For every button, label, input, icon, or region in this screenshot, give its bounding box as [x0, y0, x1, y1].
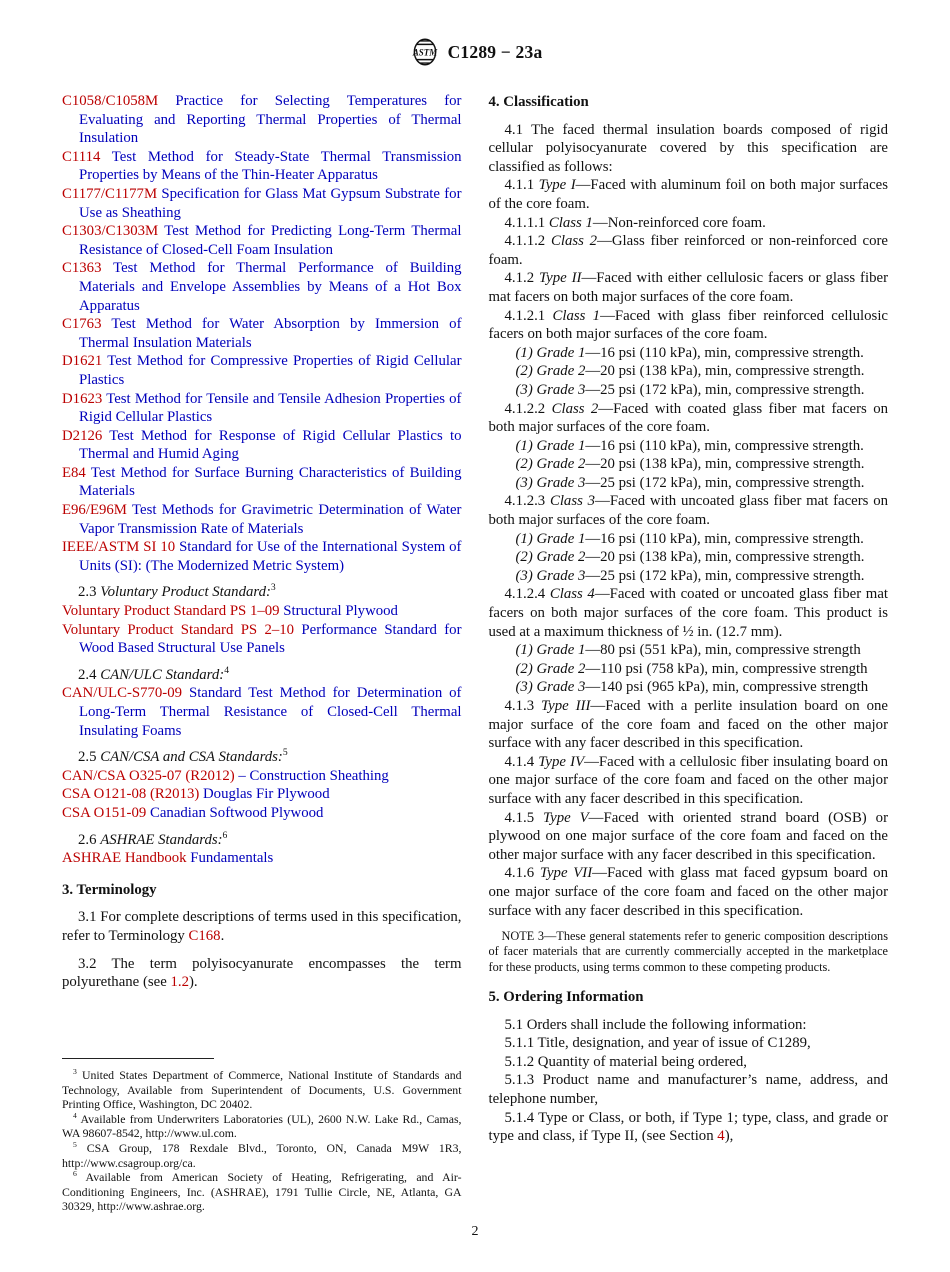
text-segment: 4.1.2.2 — [504, 400, 552, 417]
reference-link[interactable]: Performance Standard for Wood Based Structural Use Panels — [79, 621, 462, 657]
text-segment: —20 psi (138 kPa), min, compressive strength. — [585, 363, 865, 380]
grade-item — [489, 362, 889, 381]
text-segment: CAN/ULC Standard: — [100, 666, 225, 683]
text-segment: Type I — [538, 177, 576, 194]
footnote — [62, 1141, 462, 1170]
reference-link[interactable]: Voluntary Product Standard PS 1–09 — [62, 603, 284, 620]
text-segment: Type VII — [539, 865, 593, 882]
text-segment: Class 1 — [552, 307, 601, 324]
paragraph — [489, 585, 889, 641]
text-segment: (1) Grade 1 — [515, 642, 586, 659]
reference-link[interactable]: Voluntary Product Standard PS 2–10 — [62, 621, 302, 638]
text-segment: 5.1.2 Quantity of material being ordered, — [504, 1053, 747, 1070]
text-segment: —25 psi (172 kPa), min, compressive strength. — [585, 474, 865, 491]
text-segment: 4.1.4 — [504, 753, 539, 770]
text-segment: 2.6 — [78, 831, 101, 848]
subsection-label — [62, 748, 462, 767]
text-segment: —Faced with either cellulosic facers or glass fiber mat facers on both major surfaces of the core foam. — [488, 270, 888, 305]
reference-item — [62, 427, 462, 464]
reference-link[interactable]: D1621 — [62, 353, 108, 370]
text-segment: 4.1.2.1 — [504, 307, 553, 324]
reference-item — [62, 684, 462, 740]
text-segment: 2.5 — [78, 749, 101, 766]
grade-item — [489, 437, 889, 456]
paragraph — [489, 121, 889, 177]
reference-link[interactable]: C1058/C1058M — [62, 93, 176, 109]
reference-link[interactable]: CAN/CSA O325-07 (R2012) — [62, 767, 239, 784]
footnote — [62, 1170, 462, 1214]
reference-link[interactable]: D2126 — [62, 427, 110, 444]
paragraph — [489, 864, 889, 920]
text-segment: —Faced with a cellulosic fiber insulating board on one major surface of the core foam and faced on the other major surface with any facer described in this specification. — [488, 753, 888, 807]
text-segment: —Faced with coated or uncoated glass fiber mat facers on both major surfaces of the core foam. This product is used at a maximum thickness of ½ in. (12.7 mm). — [488, 586, 888, 640]
reference-link[interactable]: ASHRAE Handbook — [62, 850, 191, 867]
reference-link[interactable]: Canadian Softwood Plywood — [149, 804, 324, 821]
text-segment: —20 psi (138 kPa), min, compressive strength. — [585, 456, 865, 473]
reference-link[interactable]: Test Method for Response of Rigid Cellular Plastics to Thermal and Humid Aging — [79, 427, 462, 463]
footnote-list — [62, 1068, 462, 1214]
text-segment: Class 4 — [549, 586, 595, 603]
text-segment: —Faced with coated glass fiber mat facers on both major surfaces of the core foam. — [488, 400, 888, 436]
text-segment: 3.2 The term polyisocyanurate encompasses the term polyurethane (see — [62, 955, 462, 991]
text-segment: (2) Grade 2 — [515, 549, 586, 566]
text-segment: ), — [724, 1128, 734, 1145]
text-segment: —80 psi (551 kPa), min, compressive strength — [585, 642, 861, 659]
right-column — [489, 92, 889, 1214]
text-segment: —140 psi (965 kPa), min, compressive strength — [585, 679, 869, 696]
text-segment: —25 psi (172 kPa), min, compressive strength. — [585, 567, 865, 584]
section-heading — [489, 93, 889, 112]
text-segment: —16 psi (110 kPa), min, compressive strength. — [585, 344, 864, 361]
reference-item — [62, 259, 462, 315]
grade-item — [489, 641, 889, 660]
reference-link[interactable]: Test Method for Steady-State Thermal Transmission Properties by Means of the Thin-Heater Apparatus — [79, 148, 462, 184]
reference-link[interactable]: Specification for Glass Mat Gypsum Substrate for Use as Sheathing — [79, 185, 462, 221]
reference-link[interactable]: Douglas Fir Plywood — [203, 786, 330, 803]
reference-link[interactable]: – Construction Sheathing — [238, 767, 389, 784]
reference-item — [62, 390, 462, 427]
text-segment: —16 psi (110 kPa), min, compressive strength. — [585, 437, 864, 454]
paragraph — [489, 400, 889, 437]
text-segment: —Faced with glass mat faced gypsum board on one major surface of the core foam and faced on the other major surface with any facer described in this specification. — [488, 865, 888, 919]
reference-link[interactable]: Standard for Use of the International System of Units (SI): (The Modernized Metric System) — [79, 539, 462, 574]
text-segment: Class 2 — [551, 400, 599, 417]
left-column-content — [62, 92, 462, 992]
reference-link[interactable]: Standard Test Method for Determination of Long-Term Thermal Resistance of Closed-Cell Thermal Insulating Foams — [79, 685, 462, 739]
paragraph — [62, 908, 462, 945]
reference-item — [62, 621, 462, 658]
grade-item — [489, 474, 889, 493]
page-number: 2 — [471, 1224, 479, 1239]
footnotes-section — [62, 1058, 462, 1214]
footnote-divider — [62, 1058, 214, 1059]
text-segment: Type IV — [538, 753, 585, 770]
paragraph — [489, 307, 889, 344]
left-column — [62, 92, 462, 1214]
grade-item — [489, 548, 889, 567]
text-segment: 4.1.2.3 — [504, 493, 550, 510]
grade-item — [489, 567, 889, 586]
reference-link[interactable]: Fundamentals — [190, 850, 274, 867]
footnote — [62, 1068, 462, 1112]
reference-link[interactable]: Practice for Selecting Temperatures for Evaluating and Reporting Thermal Properties of Thermal Insulation — [79, 93, 462, 147]
text-segment: Voluntary Product Standard: — [100, 584, 271, 601]
text-segment: 4.1.5 — [504, 809, 544, 826]
reference-item — [62, 148, 462, 185]
reference-link[interactable]: C1303/C1303M — [62, 223, 165, 240]
reference-item — [62, 464, 462, 501]
paragraph — [489, 1071, 889, 1108]
text-segment: —Faced with a perlite insulation board on one major surface of the core foam and faced on the other major surface with any facer described in this specification. — [488, 698, 888, 752]
text-segment: Available from Underwriters Laboratories (UL), 2600 N.W. Lake Rd., Camas, WA 98607-8542, http://www.ul.com. — [62, 1111, 462, 1141]
paragraph — [489, 697, 889, 753]
text-segment: CAN/CSA and CSA Standards: — [100, 749, 283, 766]
text-segment: 4.1.6 — [504, 865, 540, 882]
footnote — [62, 1112, 462, 1141]
text-segment: 4.1.1 — [504, 177, 539, 194]
text-segment: NOTE 3—These general statements refer to generic composition descriptions of facer materials that are currently commercially accepted in the marketplace for these products, using terms common to these competing products. — [488, 929, 888, 974]
paragraph — [489, 1109, 889, 1146]
text-segment: —20 psi (138 kPa), min, compressive strength. — [585, 549, 865, 566]
paragraph — [489, 809, 889, 865]
reference-item — [62, 352, 462, 389]
page-footer — [0, 1224, 950, 1240]
text-segment: 4.1.2 — [504, 270, 540, 287]
grade-item — [489, 344, 889, 363]
text-segment: (1) Grade 1 — [515, 437, 586, 454]
reference-link[interactable]: E96/E96M — [62, 502, 133, 519]
reference-link[interactable]: Test Method for Water Absorption by Immersion of Thermal Insulation Materials — [79, 316, 462, 351]
paragraph — [489, 1016, 889, 1035]
text-segment: ). — [188, 974, 198, 991]
text-segment: Type II — [539, 270, 582, 287]
grade-item — [489, 530, 889, 549]
text-segment: 2.3 — [78, 584, 101, 601]
subsection-label — [62, 831, 462, 850]
reference-link[interactable]: C1763 — [62, 316, 112, 333]
subsection-label — [62, 666, 462, 685]
reference-link[interactable]: C1177/C1177M — [62, 185, 162, 202]
text-segment: (3) Grade 3 — [515, 567, 586, 584]
text-segment: —Faced with aluminum foil on both major surfaces of the core foam. — [488, 177, 888, 212]
reference-item — [62, 315, 462, 352]
text-segment: . — [220, 927, 225, 944]
paragraph — [489, 1053, 889, 1072]
section-heading — [62, 881, 462, 900]
text-segment: 3 — [73, 1067, 77, 1077]
grade-item — [489, 455, 889, 474]
text-segment: (1) Grade 1 — [515, 530, 586, 547]
paragraph — [489, 492, 889, 529]
paragraph — [489, 1034, 889, 1053]
text-segment: 5. Ordering Information — [488, 989, 644, 1006]
text-segment: Class 3 — [549, 493, 596, 510]
text-segment: 2.4 — [78, 666, 101, 683]
paragraph — [489, 214, 889, 233]
text-segment: (2) Grade 2 — [515, 660, 586, 677]
reference-item — [62, 92, 462, 148]
reference-link[interactable]: Test Method for Predicting Long-Term Thermal Resistance of Closed-Cell Foam Insulation — [79, 223, 462, 258]
text-segment: 3 — [270, 582, 276, 594]
text-segment: 5.1.1 Title, designation, and year of issue of C1289, — [504, 1035, 811, 1052]
text-segment: (3) Grade 3 — [515, 679, 586, 696]
reference-item — [62, 538, 462, 575]
paragraph — [489, 753, 889, 809]
reference-link[interactable]: Test Method for Thermal Performance of Building Materials and Envelope Assemblies by Means of a Hot Box Apparatus — [79, 260, 462, 314]
standard-designation: C1289 − 23a — [447, 41, 543, 62]
paragraph — [489, 269, 889, 306]
reference-item — [62, 849, 462, 868]
text-segment: Type V — [543, 809, 589, 826]
text-segment: United States Department of Commerce, National Institute of Standards and Technology, Available from Superintendent of Documents, U.S. Government Printing Office, Washington, DC 20402. — [62, 1068, 462, 1112]
paragraph — [62, 955, 462, 992]
text-segment: —Non-reinforced core foam. — [592, 214, 766, 231]
paragraph — [489, 176, 889, 213]
text-segment: 3. Terminology — [62, 881, 157, 898]
reference-link[interactable]: C168 — [188, 927, 221, 944]
text-segment: —110 psi (758 kPa), min, compressive strength — [585, 660, 868, 677]
text-segment: 5.1.3 Product name and manufacturer’s name, address, and telephone number, — [488, 1072, 888, 1107]
text-segment: Type III — [541, 698, 591, 714]
astm-logo-text: ASTM — [412, 47, 437, 58]
reference-link[interactable]: 4 — [717, 1128, 725, 1145]
text-segment: 5 — [73, 1140, 77, 1150]
text-segment: 5.1 Orders shall include the following information: — [504, 1016, 807, 1033]
text-segment: 4.1.1.1 — [504, 214, 549, 231]
text-segment: 4 — [73, 1110, 77, 1120]
text-segment: (2) Grade 2 — [515, 456, 586, 473]
reference-link[interactable]: E84 — [62, 464, 91, 481]
text-segment: (2) Grade 2 — [515, 363, 586, 380]
grade-item — [489, 381, 889, 400]
text-segment: 4.1.1.2 — [504, 233, 551, 250]
text-segment: 4.1 The faced thermal insulation boards composed of rigid cellular polyisocyanurate covered by this specification are classified as follows: — [488, 121, 888, 175]
reference-link[interactable]: C1363 — [62, 260, 114, 277]
text-segment: 4. Classification — [488, 94, 589, 110]
section-heading — [489, 988, 889, 1007]
text-segment: 5 — [282, 747, 288, 759]
two-column-body — [62, 92, 888, 1214]
reference-link[interactable]: D1623 — [62, 390, 107, 407]
text-segment: (1) Grade 1 — [515, 344, 586, 361]
reference-item — [62, 501, 462, 538]
reference-link[interactable]: CSA O151-09 — [62, 804, 150, 821]
text-segment: Class 1 — [548, 214, 593, 231]
reference-link[interactable]: Test Method for Compressive Properties of Rigid Cellular Plastics — [79, 353, 462, 388]
subsection-label — [62, 583, 462, 602]
reference-link[interactable]: Structural Plywood — [283, 603, 398, 620]
text-segment: CSA Group, 178 Rexdale Blvd., Toronto, ON, Canada M9W 1R3, http://www.csagroup.org/ca. — [62, 1141, 462, 1170]
reference-item — [62, 767, 462, 786]
reference-item — [62, 804, 462, 823]
text-segment: (3) Grade 3 — [515, 381, 586, 398]
reference-item — [62, 222, 462, 259]
right-column-content — [489, 92, 889, 1146]
text-segment: 6 — [222, 829, 228, 841]
text-segment: —Glass fiber reinforced or non-reinforced core foam. — [488, 233, 889, 268]
astm-logo — [408, 36, 442, 68]
text-segment: 3.1 For complete descriptions of terms used in this specification, refer to Terminology — [62, 909, 462, 944]
text-segment: —Faced with oriented strand board (OSB) or plywood on one major surface of the core foam and faced on the other major surface with any facer described in this specification. — [488, 809, 888, 863]
text-segment: —25 psi (172 kPa), min, compressive strength. — [585, 381, 865, 398]
text-segment: 5.1.4 Type or Class, or both, if Type 1; type, class, and grade or type and class, if Type II, (see Section — [488, 1109, 888, 1145]
reference-item — [62, 185, 462, 222]
text-segment: 6 — [73, 1169, 77, 1179]
reference-link[interactable]: C1114 — [62, 148, 112, 165]
text-segment: 4 — [224, 664, 230, 676]
text-segment: Available from American Society of Heating, Refrigerating, and Air-Conditioning Engineers, Inc. (ASHRAE), 1791 Tullie Circle, NE, Atlanta, GA 30329, http://www.ashrae.org. — [62, 1170, 462, 1214]
reference-link[interactable]: 1.2 — [170, 974, 189, 991]
reference-link[interactable]: IEEE/ASTM SI 10 — [62, 539, 180, 556]
text-segment: —Faced with uncoated glass fiber mat facers on both major surfaces of the core foam. — [488, 493, 888, 529]
text-segment: 4.1.2.4 — [504, 586, 550, 603]
grade-item — [489, 660, 889, 679]
text-segment: —16 psi (110 kPa), min, compressive strength. — [585, 530, 864, 547]
text-segment: —Faced with glass fiber reinforced cellulosic facers on both major surfaces of the core foam. — [488, 307, 888, 343]
note-paragraph — [489, 929, 889, 975]
reference-link[interactable]: CSA O121-08 (R2013) — [62, 786, 203, 803]
reference-link[interactable]: CAN/ULC-S770-09 — [62, 685, 189, 702]
text-segment: 4.1.3 — [504, 698, 542, 714]
reference-link[interactable]: Test Method for Tensile and Tensile Adhesion Properties of Rigid Cellular Plastics — [79, 390, 462, 426]
reference-link[interactable]: Test Methods for Gravimetric Determination of Water Vapor Transmission Rate of Materials — [79, 502, 462, 537]
text-segment: ASHRAE Standards: — [100, 831, 223, 848]
reference-link[interactable]: Test Method for Surface Burning Characteristics of Building Materials — [79, 464, 462, 500]
page-header — [0, 36, 950, 68]
reference-item — [62, 602, 462, 621]
reference-item — [62, 785, 462, 804]
paragraph — [489, 232, 889, 269]
grade-item — [489, 678, 889, 697]
text-segment: (3) Grade 3 — [515, 474, 586, 491]
text-segment: Class 2 — [550, 233, 598, 250]
